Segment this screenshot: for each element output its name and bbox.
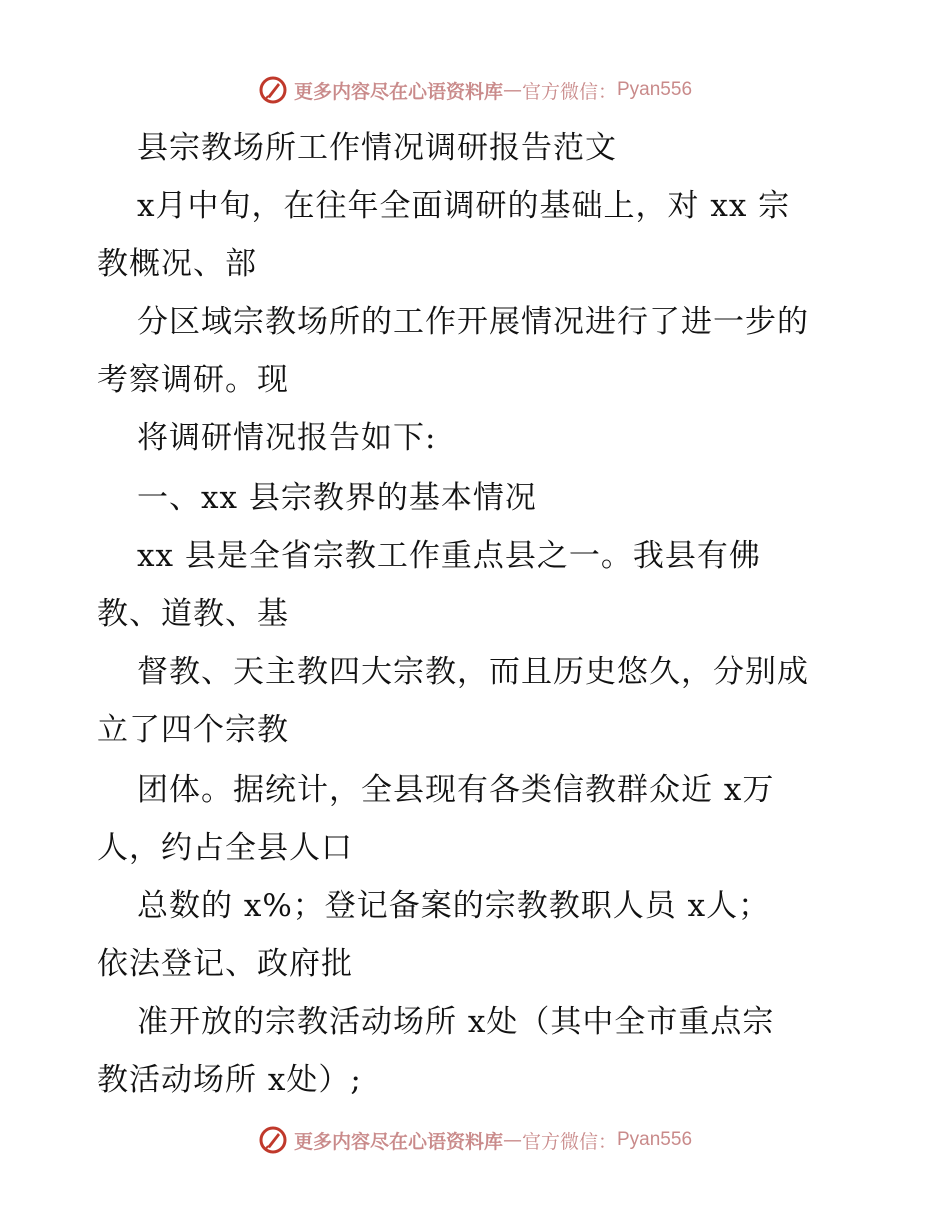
quill-circle-icon (258, 1125, 288, 1155)
banner-dash: — (502, 79, 522, 101)
paragraph-line: 督教、天主教四大宗教，而且历史悠久，分别成 (137, 654, 809, 690)
paragraph-line: 将调研情况报告如下: (137, 420, 437, 456)
banner-wechat-id: Pyan556 (617, 79, 693, 100)
paragraph-line: 分区域宗教场所的工作开展情况进行了进一步的 (137, 304, 809, 340)
footer-banner (0, 1120, 950, 1160)
paragraph-line: 总数的 x%；登记备案的宗教教职人员 x人； (137, 888, 771, 924)
paragraph-line: 教活动场所 x处）; (97, 1062, 362, 1098)
paragraph-line: 立了四个宗教 (97, 712, 289, 748)
paragraph-line: 教、道教、基 (97, 596, 289, 632)
paragraph-line: x月中旬，在往年全面调研的基础上，对 xx 宗 (137, 188, 791, 224)
section-heading: 一、xx 县宗教界的基本情况 (137, 480, 537, 516)
paragraph-line: 人，约占全县人口 (97, 830, 353, 866)
document-title: 县宗教场所工作情况调研报告范文 (137, 130, 617, 166)
paragraph-line: 团体。据统计，全县现有各类信教群众近 x万 (137, 772, 775, 808)
paragraph-line: xx 县是全省宗教工作重点县之一。我县有佛 (137, 538, 761, 574)
banner-dash: — (502, 1129, 522, 1151)
banner-title: 更多内容尽在心语资料库 (293, 80, 503, 103)
paragraph-line: 准开放的宗教活动场所 x处（其中全市重点宗 (137, 1004, 775, 1040)
banner-wechat-label: 官方微信： (521, 80, 617, 103)
paragraph-line: 教概况、部 (97, 246, 257, 282)
paragraph-line: 依法登记、政府批 (97, 946, 353, 982)
quill-circle-icon (258, 75, 288, 105)
banner-wechat-id: Pyan556 (617, 1129, 693, 1150)
banner-title: 更多内容尽在心语资料库 (293, 1130, 503, 1153)
paragraph-line: 考察调研。现 (97, 362, 289, 398)
header-banner (0, 70, 950, 110)
banner-wechat-label: 官方微信： (521, 1130, 617, 1153)
